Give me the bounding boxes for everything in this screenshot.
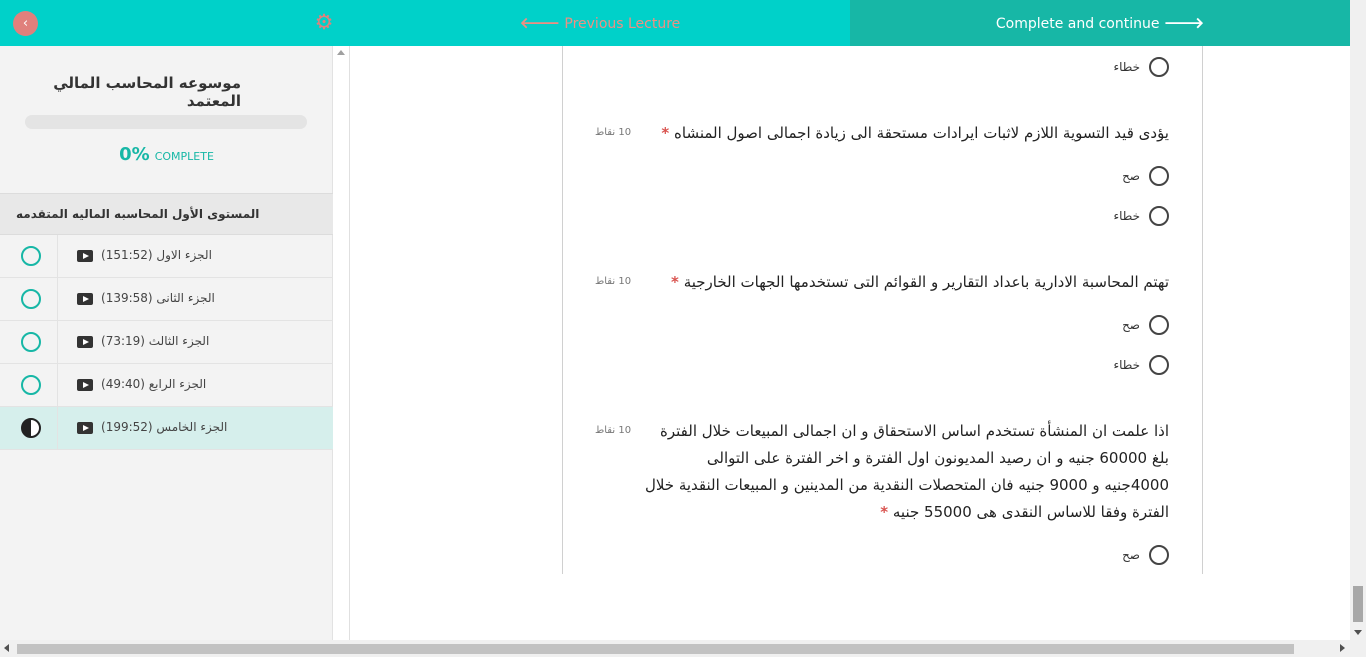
scroll-down-icon[interactable] — [1354, 630, 1362, 635]
lecture-status — [0, 407, 58, 449]
quiz-option[interactable] — [1113, 56, 1169, 78]
progress-percent: 0% — [119, 144, 150, 165]
question-body: اذا علمت ان المنشأة تستخدم اساس الاستحقاق و ان اجمالى المبيعات خلال الفترة بلغ 60000 جنيه و ان رصيد المديونون اول الفترة و اخر الفترة على التوالى 4000جنيه و 9000 جنيه فان المتحصلات النقدية من المدينين و المبيعات النقدية خلال الفترة وفقا للاساس النقدى هى 55000 جنيه — [644, 422, 1169, 521]
back-icon[interactable]: ‹ — [13, 11, 38, 36]
lecture-title: الجزء الاول (151:52) — [101, 248, 212, 262]
top-bar — [0, 0, 1350, 46]
question-text — [639, 120, 1169, 147]
incomplete-circle-icon — [21, 332, 41, 352]
required-mark: * — [671, 273, 679, 291]
half-complete-circle-icon — [21, 418, 41, 438]
video-play-icon — [77, 293, 93, 305]
complete-and-continue-label: Complete and continue — [995, 16, 1160, 32]
complete-and-continue-button[interactable] — [850, 0, 1350, 46]
incomplete-circle-icon — [21, 289, 41, 309]
course-title: موسوعه المحاسب المالي المعتمد — [53, 74, 241, 110]
lecture-item[interactable] — [0, 278, 333, 321]
radio-button[interactable] — [1149, 206, 1169, 226]
lecture-status — [0, 364, 58, 406]
quiz-option[interactable] — [1122, 314, 1169, 336]
question-body: يؤدى قيد التسوية اللازم لاثبات ايرادات مستحقة الى زيادة اجمالى اصول المنشاه — [674, 124, 1169, 142]
lecture-status — [0, 235, 58, 277]
option-label: صح — [1122, 318, 1140, 332]
lecture-status — [0, 278, 58, 320]
scroll-up-icon[interactable] — [337, 50, 345, 55]
quiz-option[interactable] — [1122, 544, 1169, 566]
lecture-item[interactable] — [0, 364, 333, 407]
option-label: خطاء — [1113, 358, 1140, 372]
lecture-item[interactable] — [0, 235, 333, 278]
radio-button[interactable] — [1149, 166, 1169, 186]
page-vertical-scrollbar[interactable] — [1350, 0, 1366, 640]
video-play-icon — [77, 379, 93, 391]
previous-lecture-label: Previous Lecture — [564, 16, 681, 32]
quiz-option[interactable] — [1122, 165, 1169, 187]
question-text — [639, 269, 1169, 296]
lecture-title: الجزء الخامس (199:52) — [101, 420, 228, 434]
quiz-content — [562, 46, 1203, 574]
quiz-option[interactable] — [1113, 354, 1169, 376]
video-play-icon — [77, 336, 93, 348]
radio-button[interactable] — [1149, 545, 1169, 565]
progress-label: COMPLETE — [154, 150, 214, 163]
question-points: 10 نقاط — [595, 425, 632, 436]
arrow-left-icon: 🡐 — [519, 14, 560, 32]
option-label: خطاء — [1113, 209, 1140, 223]
question-points: 10 نقاط — [595, 276, 632, 287]
scroll-thumb[interactable] — [1353, 586, 1363, 622]
incomplete-circle-icon — [21, 375, 41, 395]
progress-text — [0, 144, 333, 165]
required-mark: * — [661, 124, 670, 142]
previous-lecture-button[interactable] — [350, 0, 850, 46]
scroll-thumb[interactable] — [17, 644, 1294, 654]
question-body: تهتم المحاسبة الادارية باعداد التقارير و القوائم التى تستخدمها الجهات الخارجية — [683, 273, 1169, 291]
scroll-left-icon[interactable] — [4, 644, 9, 652]
gear-icon[interactable]: ⚙ — [314, 10, 334, 34]
radio-button[interactable] — [1149, 57, 1169, 77]
question-points: 10 نقاط — [595, 127, 632, 138]
lecture-title: الجزء الرابع (49:40) — [101, 377, 207, 391]
quiz-option[interactable] — [1113, 205, 1169, 227]
incomplete-circle-icon — [21, 246, 41, 266]
sidebar-header — [0, 0, 350, 46]
lecture-status — [0, 321, 58, 363]
question-text — [639, 418, 1169, 526]
video-play-icon — [77, 422, 93, 434]
page-horizontal-scrollbar[interactable] — [0, 640, 1366, 657]
lecture-item[interactable] — [0, 321, 333, 364]
lecture-item-current[interactable] — [0, 407, 333, 450]
lecture-title: الجزء الثانى (139:58) — [101, 291, 215, 305]
progress-bar — [25, 115, 307, 129]
option-label: خطاء — [1113, 60, 1140, 74]
radio-button[interactable] — [1149, 355, 1169, 375]
scroll-right-icon[interactable] — [1340, 644, 1345, 652]
lecture-title: الجزء الثالث (73:19) — [101, 334, 210, 348]
video-play-icon — [77, 250, 93, 262]
option-label: صح — [1122, 548, 1140, 562]
course-sidebar — [0, 46, 333, 640]
option-label: صح — [1122, 169, 1140, 183]
arrow-right-icon: 🡒 — [1163, 14, 1205, 32]
radio-button[interactable] — [1149, 315, 1169, 335]
section-title: المستوى الأول المحاسبه الماليه المتقدمه — [0, 193, 333, 235]
sidebar-scrollbar[interactable] — [333, 46, 350, 640]
required-mark: * — [880, 503, 889, 521]
